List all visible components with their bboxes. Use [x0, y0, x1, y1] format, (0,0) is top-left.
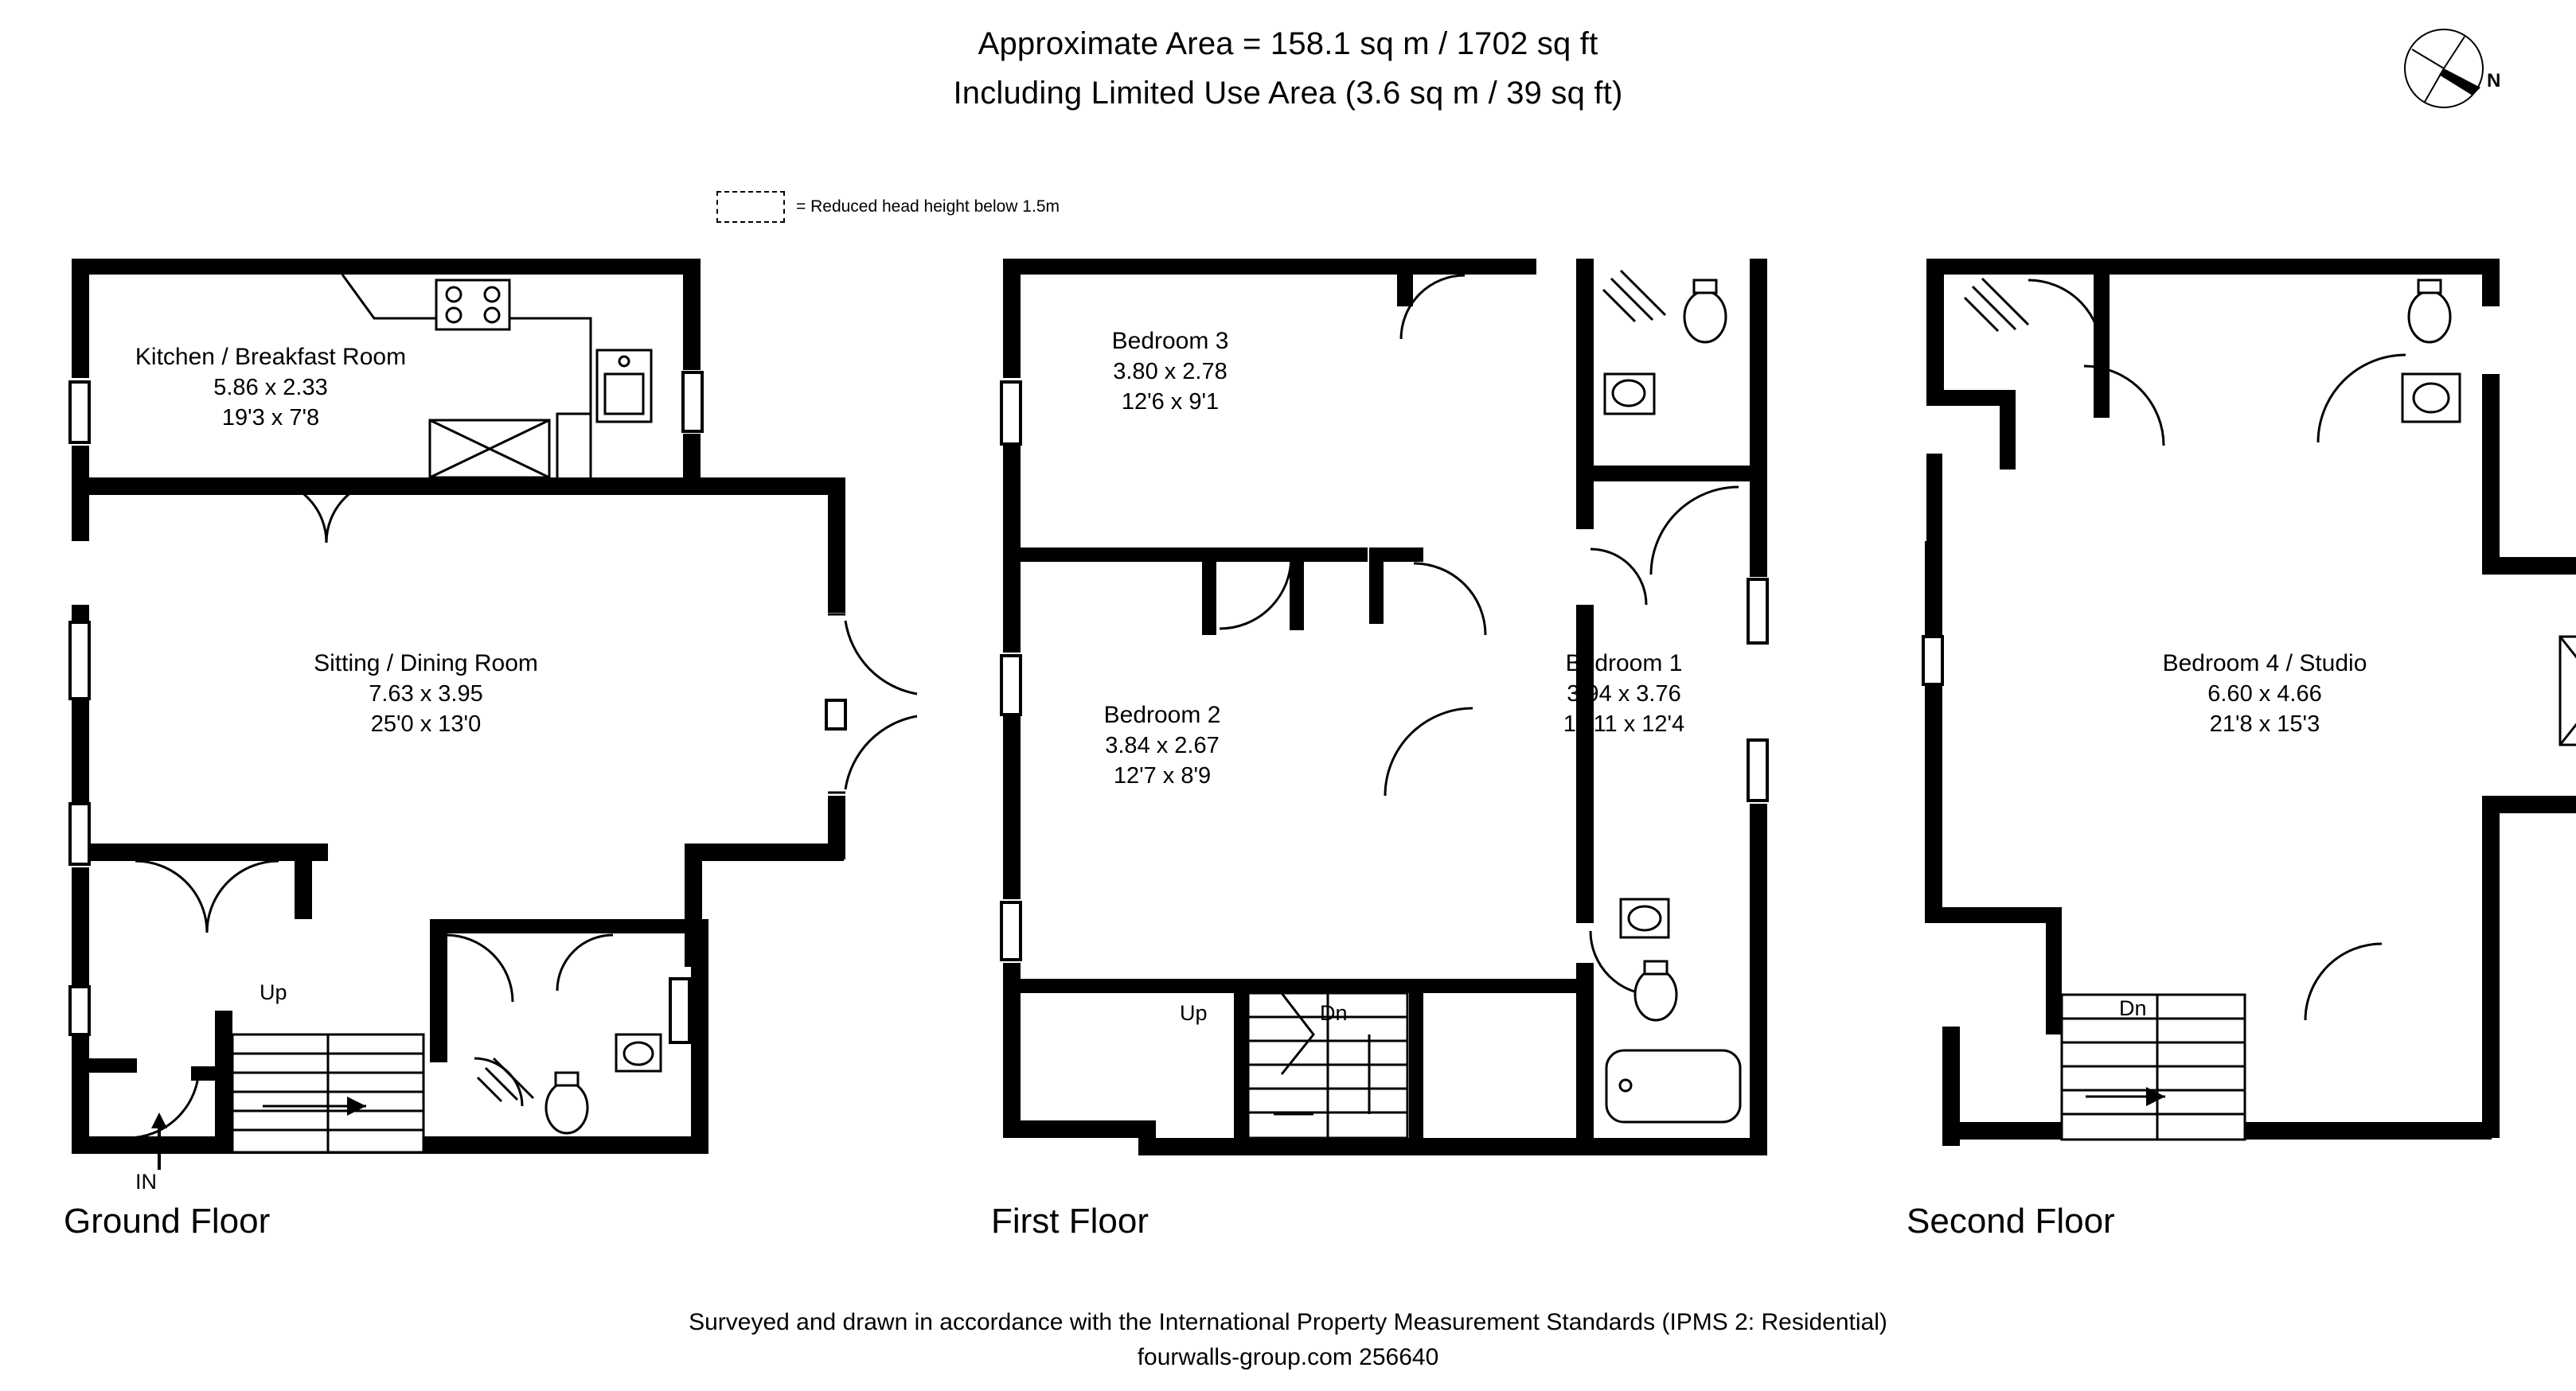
- footer-reference-line: fourwalls-group.com 256640: [1137, 1344, 1439, 1370]
- room-label-bedroom-4-studio: Bedroom 4 / Studio 6.60 x 4.66 21'8 x 15'3: [2162, 650, 2367, 737]
- footer: [0, 1305, 2576, 1375]
- second-floor-geometry: [1831, 0, 2576, 1194]
- entrance-marker-in: IN: [135, 1170, 157, 1194]
- footer-standards-line: Surveyed and drawn in accordance with the International Property Measurement Standards (IPMS 2: Residential): [689, 1309, 1887, 1335]
- first-floor-plan: [939, 0, 1831, 1194]
- compass-north-label: N: [2487, 70, 2501, 92]
- floor-title-first: First Floor: [991, 1202, 1149, 1241]
- floor-title-second: Second Floor: [1907, 1202, 2115, 1241]
- first-floor-geometry: [939, 0, 1831, 1194]
- room-label-bedroom-1: Bedroom 1 3.94 x 3.76 12'11 x 12'4: [1563, 650, 1685, 737]
- room-label-kitchen: Kitchen / Breakfast Room 5.86 x 2.33 19'3 x 7'8: [135, 344, 407, 431]
- approximate-area-line: Approximate Area = 158.1 sq m / 1702 sq ft: [978, 26, 1598, 61]
- room-label-bedroom-3: Bedroom 3 3.80 x 2.78 12'6 x 9'1: [1111, 328, 1229, 415]
- ground-floor-plan: [0, 0, 955, 1194]
- room-label-sitting-dining: Sitting / Dining Room 7.63 x 3.95 25'0 x 13'0: [314, 650, 538, 737]
- stair-marker-up-ground: Up: [260, 980, 287, 1004]
- ground-floor-geometry: [0, 0, 955, 1194]
- legend-label: = Reduced head height below 1.5m: [796, 197, 1060, 216]
- limited-use-area-line: Including Limited Use Area (3.6 sq m / 39 sq ft): [953, 76, 1623, 111]
- second-floor-plan: [1831, 0, 2576, 1194]
- floor-title-ground: Ground Floor: [64, 1202, 271, 1241]
- stair-marker-up-first: Up: [1180, 1001, 1208, 1025]
- stair-marker-dn-second: Dn: [2119, 996, 2147, 1020]
- room-label-bedroom-2: Bedroom 2 3.84 x 2.67 12'7 x 8'9: [1103, 702, 1221, 789]
- stair-marker-dn-first: Dn: [1320, 1001, 1348, 1025]
